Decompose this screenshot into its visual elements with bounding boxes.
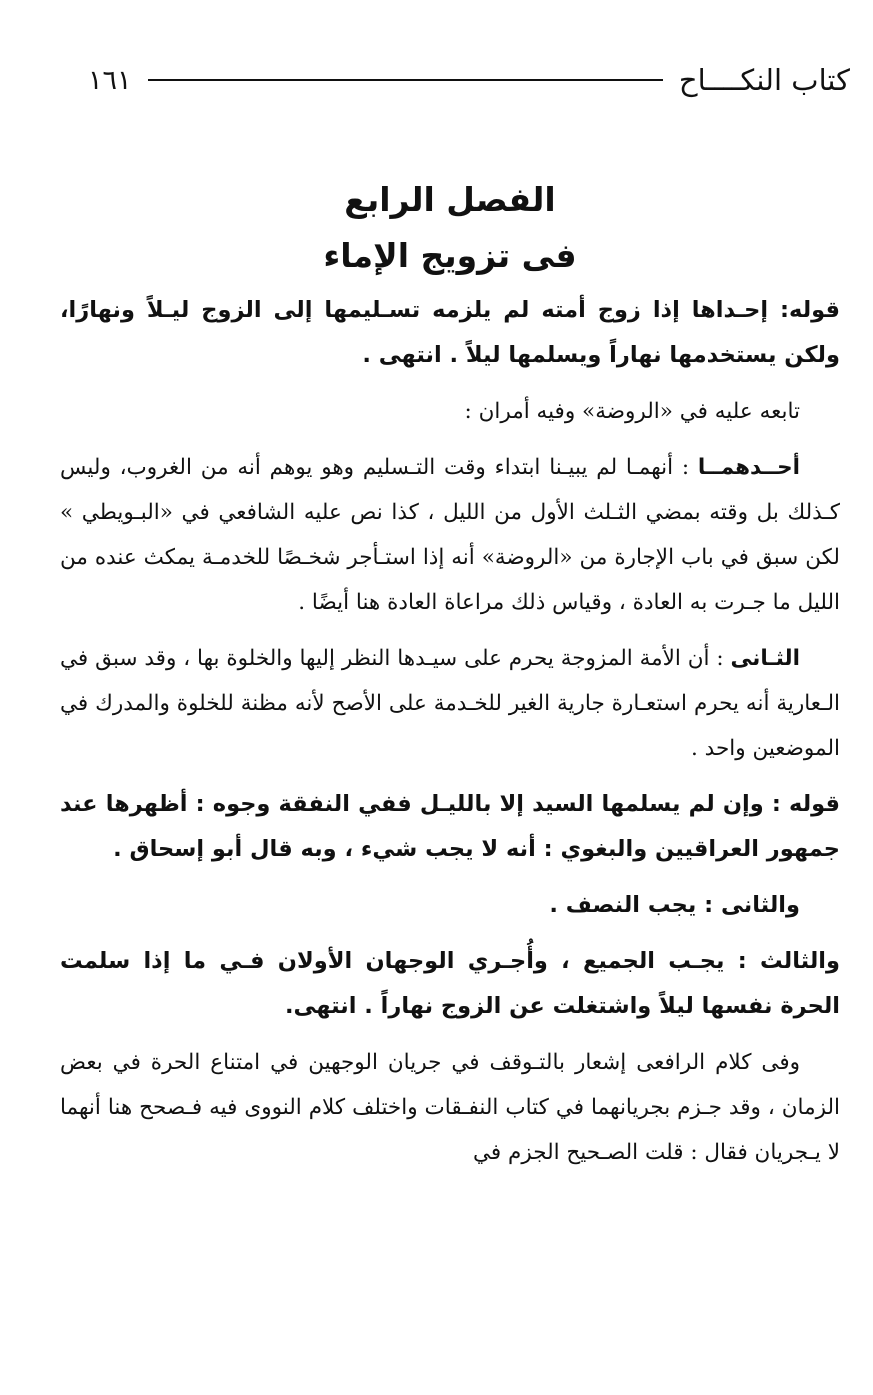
second-point-text: : أن الأمة المزوجة يحرم على سيـدها النظر إليها والخلوة بها ، وقد سبق في الـعارية أنه يحرم استعـارة جارية الغير للخـدمة على الأصح لأنه مظنة للخلوة والمدرك في الموضعين واحد . bbox=[60, 646, 840, 761]
quoted-paragraph-2: قوله : وإن لم يسلمها السيد إلا بالليـل ففي النفقة وجوه : أظهرها عند جمهور العراقيين والبغوي : أنه لا يجب شيء ، وبه قال أبو إسحاق . bbox=[60, 791, 840, 862]
quoted-paragraph-4: والثالث : يجـب الجميع ، وأُجـري الوجهان الأولان فـي ما إذا سلمت الحرة نفسها ليلاً واشتغلت عن الزوج نهاراً . انتهى. bbox=[60, 948, 840, 1019]
quoted-paragraph-1: قوله: إحـداها إذا زوج أمته لم يلزمه تسـليمها إلى الزوج ليـلاً ونهارًا، ولكن يستخدمها نهاراً ويسلمها ليلاً . انتهى . bbox=[60, 297, 840, 368]
commentary-paragraph-3 bbox=[60, 636, 840, 771]
quoted-paragraph-3: والثانى : يجب النصف . bbox=[549, 892, 800, 918]
commentary-paragraph-1: تابعه عليه في «الروضة» وفيه أمران : bbox=[464, 399, 800, 424]
chapter-subtitle: فى تزويج الإماء bbox=[323, 236, 577, 275]
first-point-text: : أنهمـا لم يبيـنا ابتداء وقت التـسليم وهو يوهم أنه من الغروب، وليس كـذلك بل وقته بمضي الثـلث الأول من الليل ، كذا نص عليه الشافعي في «البـويطي » لكن سبق في باب الإجارة من «الروضة» أنه إذا استـأجر شخـصًا للخدمـة يمكث عنده من الليل ما جـرت به العادة ، وقياس ذلك مراعاة العادة هنا أيضًا . bbox=[60, 455, 840, 615]
first-point-label: أحــدهمــا bbox=[697, 455, 800, 480]
commentary-paragraph-4: وفى كلام الرافعى إشعار بالتـوقف في جريان الوجهين في امتناع الحرة في بعض الزمان ، وقد جـزم بجريانهما في كتاب النفـقات واختلف كلام النووى فيه فـصحح هنا أنهما لا يـجريان فقال : قلت الصـحيح الجزم في bbox=[60, 1050, 840, 1165]
commentary-paragraph-2 bbox=[60, 445, 840, 625]
chapter-title: الفصل الرابع bbox=[344, 180, 556, 219]
running-header bbox=[88, 58, 850, 102]
header-rule bbox=[148, 79, 663, 81]
body-text bbox=[60, 288, 840, 1186]
chapter-heading bbox=[60, 172, 840, 284]
second-point-label: الثـانى bbox=[730, 646, 800, 671]
book-title: كتاب النكــــاح bbox=[678, 63, 850, 97]
page-number: ١٦١ bbox=[88, 64, 132, 96]
